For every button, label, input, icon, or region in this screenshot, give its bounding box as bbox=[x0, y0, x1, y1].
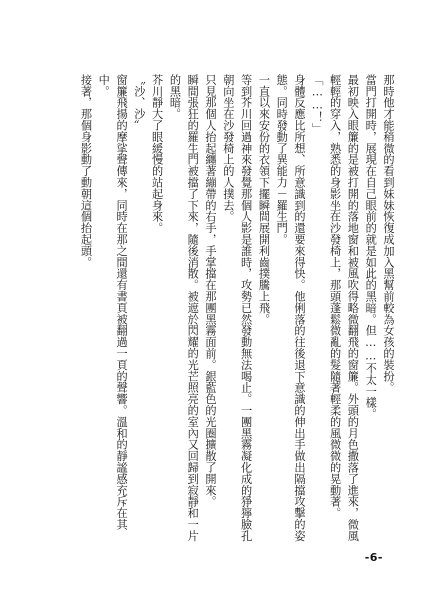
paragraph: 一直以來安份的衣領下擺瞬間展開利齒撲騰上飛。 bbox=[257, 74, 271, 325]
paragraph: 當門打開時，展現在自己眼前的就是如此的黑暗。但……不太一樣。 bbox=[364, 74, 378, 420]
paragraph: 〝沙、沙〞 bbox=[132, 74, 146, 131]
paragraph: 窗簾飛揚的摩挲聲傳來，同時在那之間還有書頁被翻過一頁的聲響。溫和的靜謐感充斥在其中。 bbox=[97, 74, 129, 530]
paragraph: 只見那個人抬起纏著繃帶的右手，手掌擋在那團黑霧面前。銀藍色的光圈擴散了開來。 bbox=[204, 74, 218, 508]
paragraph: 接著，那個身影動了動朝這個抬起頭。 bbox=[79, 74, 93, 268]
paragraph: 最初映入眼簾的是被打開的落地窗和被風吹得略微翻飛的窗簾。外頭的月色撒落了進來，微風輕輕的穿入，熟悉的身影坐在沙發椅上，那頭蓬鬆微亂的髮隨著輕柔的風微微的晃動著。 bbox=[328, 74, 360, 542]
body-text bbox=[33, 74, 397, 544]
paragraph: 瞬間張狂的羅生門被擋了下來，隨後消散。被遮於閃耀的光芒照亮的室內又回歸到寂靜和一片的黑暗。 bbox=[168, 74, 200, 542]
paragraph: 芥川靜大了眼緩慢的站起身來。 bbox=[150, 74, 164, 234]
paragraph: 「……！」 bbox=[310, 74, 324, 135]
paragraph: 身體反應比所想、所意識到的還要來得快。他俐落的往後退下意識的伸出手做出隔擋攻擊的姿態。同時發動了異能力－羅生門。 bbox=[275, 74, 307, 542]
paragraph: 那時他才能稍微的看到妹妹恢復成加入黑幫前較為女孩的裝扮。 bbox=[382, 74, 395, 394]
paragraph: 等到芥川回過神來發覺那個人影是誰時，攻勢已然發動無法喝止。一團黑霧凝化成的猙獰臉孔朝向坐在沙發椅上的人撲去。 bbox=[221, 74, 253, 542]
page-number: -6- bbox=[364, 551, 383, 564]
